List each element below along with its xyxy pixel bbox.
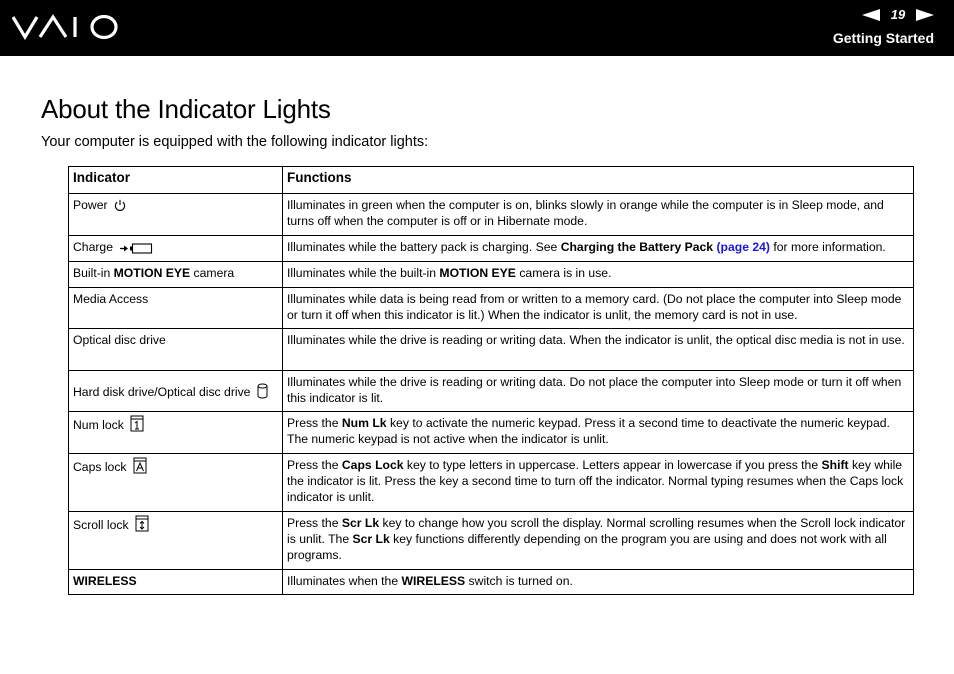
indicator-cell: Media Access (69, 288, 283, 329)
function-cell: Illuminates while data is being read from or written to a memory card. (Do not place the computer into Sleep mode or turn it off when this indicator is lit.) When the indicator is unlit, the memory card is not in use. (283, 288, 914, 329)
vaio-logo (12, 14, 120, 40)
page-number: 19 (890, 7, 906, 22)
function-bold-text: Shift (821, 458, 849, 472)
indicator-label: Built-in (73, 266, 114, 280)
function-text: key functions differently depending on the program you are using and does not work with all programs. (287, 532, 887, 562)
function-cell (283, 262, 914, 288)
function-cell (283, 236, 914, 262)
indicator-cell: Optical disc drive (69, 329, 283, 371)
indicator-cell (69, 262, 283, 288)
power-icon (114, 199, 126, 212)
indicator-label: Caps lock (73, 460, 127, 474)
table-row (69, 262, 914, 288)
intro-text: Your computer is equipped with the following indicator lights: (41, 134, 429, 150)
table-row (69, 288, 914, 329)
table-row (69, 570, 914, 595)
disk-drive-icon (257, 383, 268, 399)
indicator-label: Charge (73, 240, 113, 254)
function-text: key to activate the numeric keypad. Press it a second time to deactivate the numeric keypad. The numeric keypad is not active when the indicator is unlit. (287, 416, 890, 446)
indicator-cell (69, 194, 283, 236)
indicator-label: Scroll lock (73, 518, 129, 532)
function-cell (283, 570, 914, 595)
function-bold-text: Scr Lk (341, 516, 380, 530)
indicator-table (68, 166, 914, 595)
table-row (69, 194, 914, 236)
function-bold-text: Num Lk (341, 416, 387, 430)
table-row (69, 329, 914, 371)
previous-page-arrow-icon[interactable] (862, 9, 880, 21)
function-text: Illuminates while the battery pack is charging. See (287, 240, 561, 254)
function-text: Press the (287, 516, 342, 530)
function-text: key while the indicator is lit. Press the key a second time to turn off the indicator. Normal typing resumes when the Caps lock indicator is unlit. (287, 458, 904, 504)
column-header-functions: Functions (283, 167, 914, 194)
indicator-cell (69, 371, 283, 412)
page-header (0, 0, 954, 56)
table-row (69, 236, 914, 262)
indicator-label: Power (73, 198, 108, 212)
function-bold-text: MOTION EYE (439, 266, 516, 280)
caps-lock-icon (133, 457, 147, 474)
section-title: Getting Started (832, 30, 934, 46)
next-page-arrow-icon[interactable] (916, 9, 934, 21)
indicator-cell (69, 236, 283, 262)
scroll-lock-icon (135, 515, 149, 532)
function-bold-text: Charging the Battery Pack (560, 240, 714, 254)
table-row (69, 454, 914, 512)
function-text: Illuminates when the (287, 574, 402, 588)
table-row (69, 512, 914, 570)
page-24-link[interactable]: (page 24) (716, 240, 770, 254)
column-header-indicator: Indicator (69, 167, 283, 194)
indicator-label: Num lock (73, 418, 124, 432)
indicator-cell (69, 454, 283, 512)
indicator-cell (69, 512, 283, 570)
table-row (69, 371, 914, 412)
function-text: for more information. (769, 240, 886, 254)
function-text: Illuminates while the built-in (287, 266, 440, 280)
function-text: Press the (287, 416, 342, 430)
function-cell: Illuminates in green when the computer is on, blinks slowly in orange while the computer is in Sleep mode, and turns off when the computer is off or in Hibernate mode. (283, 194, 914, 236)
function-text: camera is in use. (515, 266, 612, 280)
function-bold-text: Caps Lock (341, 458, 404, 472)
function-text: key to type letters in uppercase. Letters appear in lowercase if you press the (403, 458, 822, 472)
page-title: About the Indicator Lights (41, 94, 331, 124)
num-lock-icon (130, 415, 144, 432)
battery-charge-icon (119, 241, 153, 254)
function-cell: Illuminates while the drive is reading or writing data. Do not place the computer into Sleep mode or turn it off when this indicator is lit. (283, 371, 914, 412)
function-cell (283, 512, 914, 570)
function-bold-text: WIRELESS (401, 574, 466, 588)
function-text: key to change how you scroll the display. Normal scrolling resumes when the Scroll lock indicator is unlit. The (287, 516, 906, 546)
function-cell (283, 412, 914, 454)
function-text: Press the (287, 458, 342, 472)
function-text: switch is turned on. (465, 574, 573, 588)
table-row (69, 412, 914, 454)
function-cell (283, 454, 914, 512)
indicator-label: Hard disk drive/Optical disc drive (73, 384, 251, 399)
indicator-cell: WIRELESS (69, 570, 283, 595)
indicator-label: camera (190, 266, 235, 280)
indicator-bold-label: MOTION EYE (113, 266, 191, 280)
table-header-row (69, 167, 914, 194)
function-cell: Illuminates while the drive is reading or writing data. When the indicator is unlit, the optical disc media is not in use. (283, 329, 914, 371)
indicator-cell (69, 412, 283, 454)
page-navigation (862, 7, 934, 22)
function-bold-text: Scr Lk (352, 532, 390, 546)
